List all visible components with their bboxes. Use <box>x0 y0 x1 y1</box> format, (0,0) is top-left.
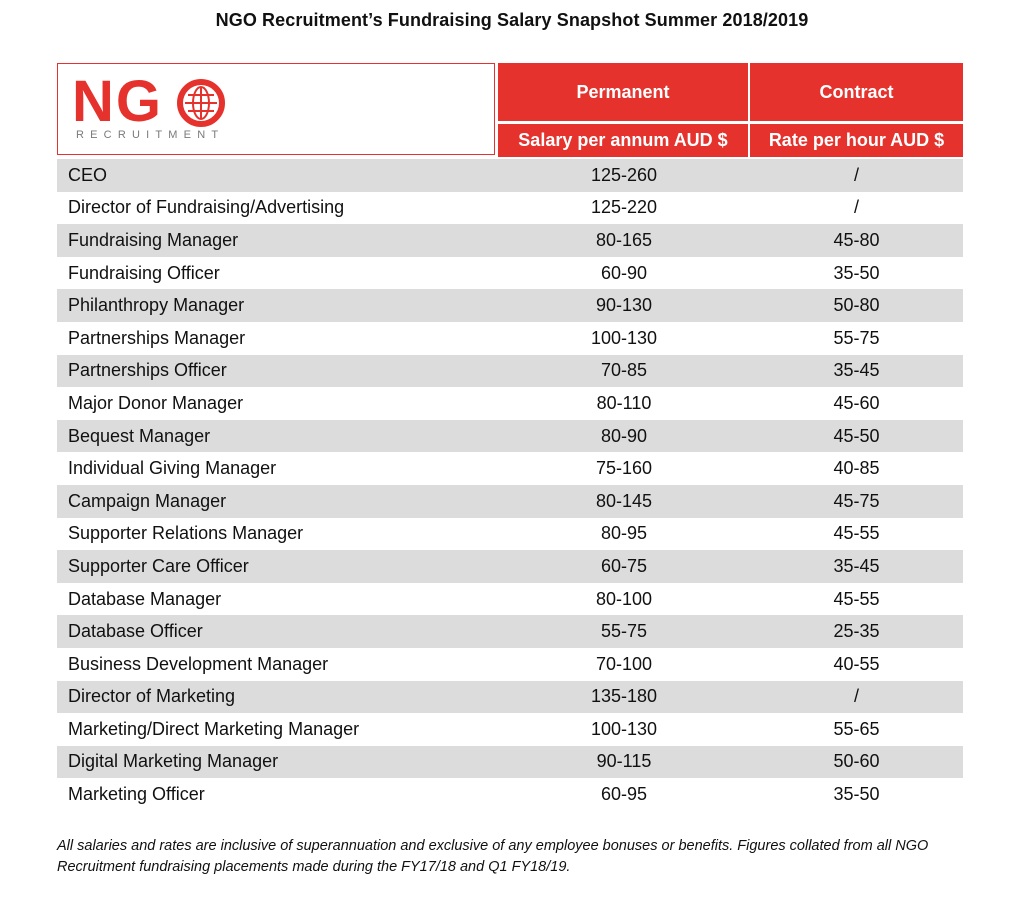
contract-rate-cell: 45-60 <box>833 392 880 413</box>
header-permanent-unit: Salary per annum AUD $ <box>498 124 748 157</box>
contract-rate-cell: 40-85 <box>833 458 880 479</box>
contract-rate-cell: 35-45 <box>833 360 880 381</box>
permanent-salary-cell: 125-260 <box>590 164 658 185</box>
permanent-salary-cell: 100-130 <box>590 327 658 348</box>
permanent-salary-cell: 55-75 <box>600 621 648 642</box>
contract-rate-cell: 55-75 <box>833 327 880 348</box>
table-row <box>57 420 963 453</box>
permanent-salary-cell: 70-100 <box>595 653 653 674</box>
table-row <box>57 681 963 714</box>
permanent-salary-cell: 125-220 <box>590 197 658 218</box>
table-row <box>57 224 963 257</box>
contract-rate-cell: 50-80 <box>833 295 880 316</box>
role-cell: Major Donor Manager <box>68 392 244 413</box>
permanent-salary-cell: 60-90 <box>600 262 648 283</box>
contract-rate-cell: 35-50 <box>833 262 880 283</box>
logo-subtext: RECRUITMENT <box>76 129 225 141</box>
permanent-salary-cell: 80-95 <box>600 523 648 544</box>
role-cell: Supporter Relations Manager <box>68 523 304 544</box>
contract-rate-cell: 45-55 <box>833 523 880 544</box>
contract-rate-cell: 35-50 <box>833 784 880 805</box>
footnote: All salaries and rates are inclusive of superannuation and exclusive of any employee bonuses or benefits. Figures collated from all NGO Recruitment fundraising placements made during the FY17/18 and Q1 FY18/19. <box>57 838 929 875</box>
contract-rate-cell: 45-50 <box>833 425 880 446</box>
table-row <box>57 550 963 583</box>
table-row <box>57 778 963 811</box>
table-row <box>57 485 963 518</box>
table-row <box>57 289 963 322</box>
role-cell: Database Officer <box>68 621 203 642</box>
role-cell: Digital Marketing Manager <box>68 751 279 772</box>
table-row <box>57 387 963 420</box>
permanent-salary-cell: 60-75 <box>600 555 648 576</box>
permanent-salary-cell: 80-100 <box>595 588 653 609</box>
contract-rate-cell: 25-35 <box>833 621 880 642</box>
permanent-salary-cell: 80-145 <box>595 490 653 511</box>
table-row <box>57 615 963 648</box>
role-cell: Individual Giving Manager <box>68 458 277 479</box>
table-row <box>57 322 963 355</box>
role-cell: Fundraising Manager <box>68 229 239 250</box>
permanent-salary-cell: 100-130 <box>590 718 658 739</box>
role-cell: CEO <box>68 164 108 185</box>
role-cell: Director of Fundraising/Advertising <box>68 197 345 218</box>
salary-table <box>57 63 963 805</box>
role-cell: Supporter Care Officer <box>68 555 249 576</box>
role-cell: Database Manager <box>68 588 222 609</box>
ngo-recruitment-logo <box>57 63 495 155</box>
permanent-salary-cell: 60-95 <box>600 784 648 805</box>
table-row <box>57 713 963 746</box>
table-header <box>57 63 963 157</box>
page-title: NGO Recruitment’s Fundraising Salary Snapshot Summer 2018/2019 <box>215 10 809 30</box>
table-row <box>57 452 963 485</box>
role-cell: Campaign Manager <box>68 490 227 511</box>
role-cell: Marketing Officer <box>68 784 205 805</box>
permanent-salary-cell: 90-115 <box>596 751 652 772</box>
table-row <box>57 192 963 225</box>
permanent-salary-cell: 75-160 <box>595 458 653 479</box>
role-cell: Bequest Manager <box>68 425 211 446</box>
table-row <box>57 518 963 551</box>
permanent-salary-cell: 80-110 <box>596 392 652 413</box>
table-row <box>57 355 963 388</box>
permanent-salary-cell: 80-90 <box>600 425 648 446</box>
contract-rate-cell: 35-45 <box>833 555 880 576</box>
permanent-salary-cell: 90-130 <box>595 295 653 316</box>
role-cell: Marketing/Direct Marketing Manager <box>68 718 360 739</box>
table-body <box>57 159 963 811</box>
contract-rate-cell: 55-65 <box>833 718 880 739</box>
header-contract-unit: Rate per hour AUD $ <box>750 124 963 157</box>
role-cell: Fundraising Officer <box>68 262 220 283</box>
role-cell: Partnerships Officer <box>68 360 227 381</box>
role-cell: Partnerships Manager <box>68 327 246 348</box>
contract-rate-cell: 45-55 <box>833 588 880 609</box>
contract-rate-cell: 50-60 <box>833 751 880 772</box>
contract-rate-cell: 45-75 <box>833 490 880 511</box>
table-row <box>57 257 963 290</box>
contract-rate-cell: 40-55 <box>833 653 880 674</box>
role-cell: Business Development Manager <box>68 653 329 674</box>
role-cell: Philanthropy Manager <box>68 295 245 316</box>
table-row <box>57 583 963 616</box>
permanent-salary-cell: 70-85 <box>600 360 648 381</box>
table-row <box>57 648 963 681</box>
contract-rate-cell: 45-80 <box>833 229 880 250</box>
table-row <box>57 746 963 779</box>
header-permanent: Permanent <box>498 63 748 121</box>
contract-rate-cell: / <box>853 164 859 185</box>
contract-rate-cell: / <box>853 197 859 218</box>
header-contract: Contract <box>750 63 963 121</box>
contract-rate-cell: / <box>853 686 859 707</box>
role-cell: Director of Marketing <box>68 686 236 707</box>
logo-wordmark: NG <box>72 69 163 134</box>
table-row <box>57 159 963 192</box>
globe-icon <box>176 78 226 128</box>
permanent-salary-cell: 135-180 <box>590 686 658 707</box>
permanent-salary-cell: 80-165 <box>595 229 653 250</box>
